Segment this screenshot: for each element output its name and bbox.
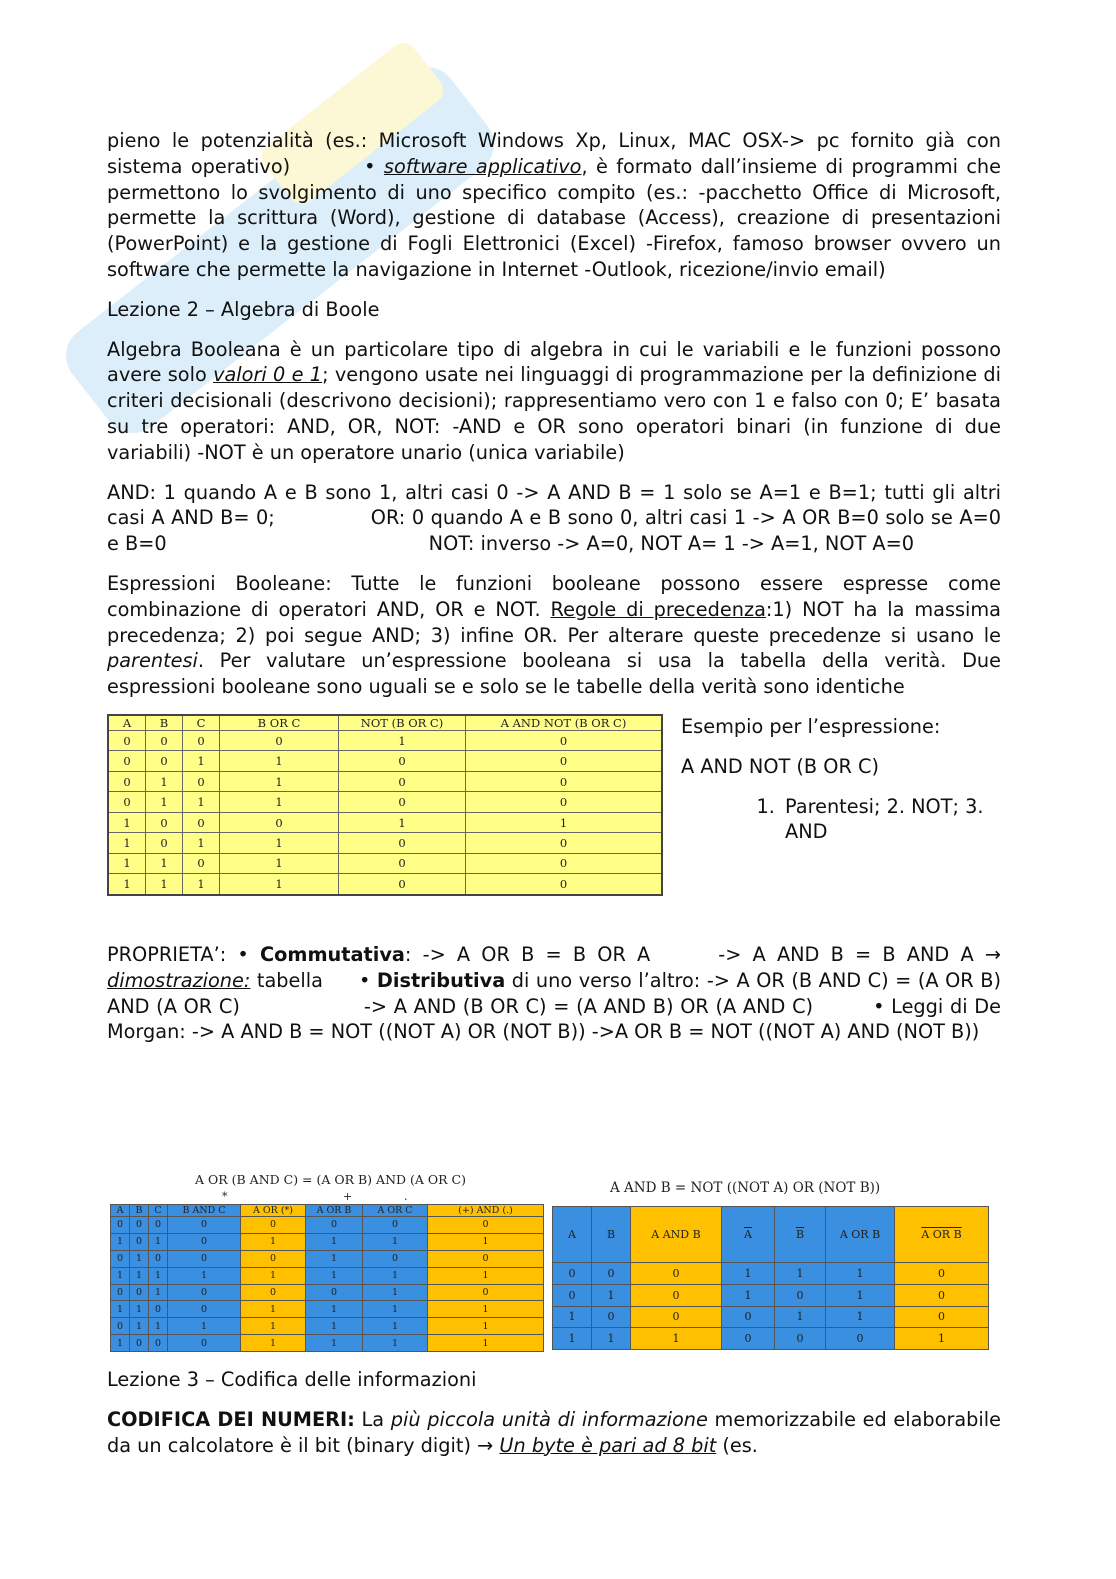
- table-cell: 0: [306, 1217, 363, 1234]
- header-cell: A OR B: [826, 1207, 895, 1263]
- table-cell: 1: [363, 1284, 428, 1301]
- header-cell: A: [108, 715, 146, 731]
- table-cell: 1: [592, 1328, 631, 1350]
- header-cell: A: [553, 1207, 592, 1263]
- table-cell: 1: [363, 1267, 428, 1284]
- header-cell: A OR (*): [241, 1205, 306, 1217]
- table-cell: 0: [146, 751, 183, 771]
- props-text: PROPRIETA’: •: [107, 942, 260, 966]
- table-cell: 0: [466, 853, 663, 873]
- table-cell: 1: [168, 1267, 241, 1284]
- properties-paragraph: [107, 942, 1001, 1045]
- table-row: [553, 1328, 989, 1350]
- table-cell: 0: [168, 1301, 241, 1318]
- table-cell: 1: [428, 1318, 544, 1335]
- table-cell: 0: [149, 1335, 168, 1352]
- props-text-2: : -> A OR B = B OR A: [404, 942, 651, 966]
- table-cell: 0: [130, 1284, 149, 1301]
- distributive-table: [110, 1204, 544, 1352]
- table-cell: 0: [241, 1284, 306, 1301]
- commutativa-term: Commutativa: [259, 942, 405, 966]
- table-cell: 1: [108, 853, 146, 873]
- table-cell: 1: [775, 1263, 826, 1285]
- table-cell: 0: [339, 853, 466, 873]
- table-cell: 1: [108, 874, 146, 895]
- table-cell: 1: [130, 1301, 149, 1318]
- table-cell: 0: [130, 1335, 149, 1352]
- header-cell: $\overline{B}$: [775, 1207, 826, 1263]
- table-cell: 1: [130, 1318, 149, 1335]
- table-cell: 1: [183, 874, 220, 895]
- intro-text-2: , è formato dall’insieme di programmi che permettono lo svolgimento di uno specifico compito (es.: -pacchetto Office di Microsoft, permette la scrittura (Word), gestione di database (Access), creazione di presentazioni (PowerPoint) e la gestione di Fogli Elettronici (Excel) -Firefox, famoso browser ovvero un software che permette la navigazione in Internet -Outlook, ricezione/invio email): [107, 154, 1001, 281]
- table-cell: 0: [428, 1217, 544, 1234]
- header-cell: C: [183, 715, 220, 731]
- table-cell: 0: [130, 1217, 149, 1234]
- table-cell: 0: [168, 1217, 241, 1234]
- bullet: •: [358, 968, 377, 992]
- header-cell: (+) AND (.): [428, 1205, 544, 1217]
- table-cell: 1: [306, 1233, 363, 1250]
- mark-star: *: [222, 1190, 228, 1203]
- table-cell: 0: [592, 1263, 631, 1285]
- table-cell: 1: [220, 771, 339, 791]
- header-cell: $\overline{A}$: [722, 1207, 775, 1263]
- table-row: [111, 1267, 544, 1284]
- table-cell: 0: [183, 853, 220, 873]
- byte-term: Un byte è pari ad 8 bit: [499, 1433, 717, 1457]
- table-cell: 0: [168, 1233, 241, 1250]
- table-row: [108, 812, 662, 832]
- table-cell: 0: [183, 771, 220, 791]
- truth-table-section: [107, 714, 1001, 896]
- demorgan-table: [552, 1206, 989, 1350]
- table-cell: 0: [339, 833, 466, 853]
- table-cell: 1: [183, 751, 220, 771]
- table-cell: 1: [220, 833, 339, 853]
- steps-list: [681, 794, 1001, 846]
- header-cell: A OR C: [363, 1205, 428, 1217]
- header-cell: A AND NOT (B OR C): [466, 715, 663, 731]
- table-cell: 1: [592, 1284, 631, 1306]
- distributive-table-body: [111, 1217, 544, 1352]
- dist-caption: A OR (B AND C) = (A OR B) AND (A OR C): [195, 1172, 466, 1187]
- table-cell: 1: [339, 812, 466, 832]
- table-cell: 0: [466, 751, 663, 771]
- table-cell: 1: [306, 1301, 363, 1318]
- table-row: [108, 853, 662, 873]
- table-row: [108, 833, 662, 853]
- table-row: [553, 1284, 989, 1306]
- table-cell: 0: [363, 1217, 428, 1234]
- table-cell: 0: [631, 1263, 722, 1285]
- table-row: [111, 1301, 544, 1318]
- dimostrazione-term: dimostrazione:: [107, 968, 251, 992]
- header-cell: C: [149, 1205, 168, 1217]
- demorgan-caption: A AND B = NOT ((NOT A) OR (NOT B)): [610, 1180, 881, 1196]
- table-cell: 0: [146, 812, 183, 832]
- table-cell: 0: [108, 771, 146, 791]
- table-cell: 0: [466, 792, 663, 812]
- table-cell: 0: [895, 1306, 989, 1328]
- not-text: NOT: inverso -> A=0, NOT A= 1 -> A=1, NOT A=0: [428, 532, 915, 556]
- table-cell: 0: [466, 833, 663, 853]
- props-text-3: -> A AND B = B AND A →: [718, 942, 1002, 966]
- table-header-row: [111, 1205, 544, 1217]
- table-row: [111, 1318, 544, 1335]
- table-cell: 1: [130, 1267, 149, 1284]
- table-cell: 0: [826, 1328, 895, 1350]
- table-cell: 0: [108, 730, 146, 750]
- regole-term: Regole di precedenza: [550, 597, 766, 621]
- table-row: [108, 730, 662, 750]
- table-cell: 0: [168, 1250, 241, 1267]
- header-cell: A: [111, 1205, 130, 1217]
- table-cell: 0: [108, 751, 146, 771]
- example-box: [681, 714, 1001, 896]
- table-cell: 0: [241, 1217, 306, 1234]
- table-cell: 1: [111, 1233, 130, 1250]
- boole-text: Algebra Booleana è un particolare tipo di algebra in cui le variabili e le funzioni possono avere solo: [107, 337, 1001, 387]
- table-cell: 1: [111, 1267, 130, 1284]
- table-cell: 1: [149, 1267, 168, 1284]
- table-cell: 1: [168, 1318, 241, 1335]
- table-row: [108, 771, 662, 791]
- table-cell: 0: [592, 1306, 631, 1328]
- table-cell: 0: [553, 1263, 592, 1285]
- table-cell: 0: [722, 1328, 775, 1350]
- table-cell: 1: [108, 812, 146, 832]
- table-cell: 1: [363, 1318, 428, 1335]
- table-cell: 0: [146, 833, 183, 853]
- table-cell: 0: [241, 1250, 306, 1267]
- table-cell: 0: [553, 1284, 592, 1306]
- table-cell: 0: [149, 1250, 168, 1267]
- example-line-1: Esempio per l’espressione:: [681, 714, 941, 738]
- header-cell: B AND C: [168, 1205, 241, 1217]
- table-cell: 0: [183, 812, 220, 832]
- header-cell: B: [130, 1205, 149, 1217]
- table-row: [108, 792, 662, 812]
- table-cell: 1: [146, 792, 183, 812]
- table-row: [111, 1250, 544, 1267]
- truth-table: [107, 714, 663, 896]
- header-cell: B: [592, 1207, 631, 1263]
- codifica-heading: CODIFICA DEI NUMERI:: [107, 1407, 355, 1431]
- table-cell: 1: [428, 1267, 544, 1284]
- table-cell: 1: [826, 1263, 895, 1285]
- lesson-3-title: Lezione 3 – Codifica delle informazioni: [107, 1368, 477, 1391]
- table-row: [111, 1284, 544, 1301]
- table-cell: 0: [168, 1284, 241, 1301]
- table-cell: 0: [466, 874, 663, 895]
- table-cell: 1: [722, 1284, 775, 1306]
- table-cell: 0: [895, 1263, 989, 1285]
- example-expression: A AND NOT (B OR C): [681, 754, 879, 778]
- table-cell: 0: [631, 1284, 722, 1306]
- header-cell: NOT (B OR C): [339, 715, 466, 731]
- expressions-paragraph: [107, 571, 1001, 700]
- table-cell: 1: [149, 1284, 168, 1301]
- and-text: AND: 1 quando A e B sono 1, altri casi 0 -> A AND B = 1 solo se A=1 e B=1; tutti gli altri casi A AND B= 0;: [107, 480, 1001, 530]
- table-cell: 1: [553, 1306, 592, 1328]
- table-cell: 1: [149, 1318, 168, 1335]
- table-cell: 1: [306, 1318, 363, 1335]
- props-text-4: tabella: [250, 968, 323, 992]
- truth-table-body: [108, 730, 662, 895]
- table-cell: 1: [130, 1250, 149, 1267]
- table-cell: 1: [306, 1250, 363, 1267]
- table-cell: 1: [241, 1233, 306, 1250]
- table-cell: 1: [722, 1263, 775, 1285]
- table-cell: 1: [428, 1335, 544, 1352]
- table-cell: 0: [108, 792, 146, 812]
- table-cell: 1: [111, 1301, 130, 1318]
- table-cell: 0: [111, 1284, 130, 1301]
- mark-dot: .: [404, 1190, 408, 1203]
- table-cell: 1: [220, 874, 339, 895]
- props-text-6: -> A AND (B OR C) = (A AND B) OR (A AND C): [363, 994, 814, 1018]
- table-cell: 0: [111, 1217, 130, 1234]
- operators-paragraph: [107, 480, 1001, 557]
- unita-term: più piccola unità di informazione: [390, 1407, 708, 1431]
- de-morgan-text: • Leggi di De Morgan: -> A AND B = NOT ((NOT A) OR (NOT B)) ->A OR B = NOT ((NOT A) AND (NOT B)): [107, 994, 1002, 1044]
- property-tables: [107, 1172, 997, 1354]
- table-cell: 1: [241, 1318, 306, 1335]
- table-cell: 0: [775, 1328, 826, 1350]
- header-cell: A OR B: [306, 1205, 363, 1217]
- table-cell: 0: [466, 771, 663, 791]
- codifica-text-2: memorizzabile ed elaborabile da un calcolatore è il bit (binary digit) →: [107, 1407, 1001, 1457]
- software-applicativo-term: software applicativo: [383, 154, 582, 178]
- table-row: [111, 1335, 544, 1352]
- table-cell: 0: [220, 730, 339, 750]
- table-cell: 0: [428, 1284, 544, 1301]
- demorgan-table-body: [553, 1263, 989, 1350]
- table-cell: 0: [149, 1301, 168, 1318]
- boole-text-2: ; vengono usate nei linguaggi di programmazione per la definizione di criteri decisionali (descrivono decisioni); rappresentiamo vero con 1 e falso con 0; E’ basata su tre operatori: AND, OR, NOT: -AND e OR sono operatori binari (in funzione di due variabili) -NOT è un operatore unario (unica variabile): [107, 363, 1001, 464]
- table-cell: 1: [826, 1284, 895, 1306]
- table-row: [111, 1217, 544, 1234]
- table-cell: 1: [241, 1267, 306, 1284]
- header-cell: B OR C: [220, 715, 339, 731]
- expr-text: Espressioni Booleane: Tutte le funzioni booleane possono essere espresse come combinazione di operatori AND, OR e NOT.: [107, 571, 1001, 621]
- table-cell: 1: [466, 812, 663, 832]
- table-cell: 1: [363, 1233, 428, 1250]
- table-cell: 0: [363, 1250, 428, 1267]
- distributiva-term: Distributiva: [376, 968, 506, 992]
- boole-paragraph: [107, 337, 1001, 466]
- table-cell: 1: [220, 853, 339, 873]
- table-row: [553, 1306, 989, 1328]
- table-cell: 1: [895, 1328, 989, 1350]
- table-cell: 1: [146, 771, 183, 791]
- table-cell: 1: [146, 853, 183, 873]
- table-cell: 1: [149, 1233, 168, 1250]
- table-cell: 1: [220, 792, 339, 812]
- table-cell: 1: [363, 1335, 428, 1352]
- steps-item: 1. Parentesi; 2. NOT; 3. AND: [781, 794, 1001, 846]
- table-cell: 1: [241, 1301, 306, 1318]
- table-cell: 0: [895, 1284, 989, 1306]
- table-cell: 0: [111, 1250, 130, 1267]
- table-cell: 1: [363, 1301, 428, 1318]
- table-cell: 1: [553, 1328, 592, 1350]
- expr-text-2: :1) NOT ha la massima precedenza; 2) poi segue AND; 3) infine OR. Per alterare queste precedenze si usano le: [107, 597, 1001, 647]
- table-cell: 0: [306, 1284, 363, 1301]
- table-cell: 0: [339, 771, 466, 791]
- table-header-row: [108, 715, 662, 731]
- header-cell: A OR B: [895, 1207, 989, 1263]
- table-cell: 0: [466, 730, 663, 750]
- table-cell: 1: [146, 874, 183, 895]
- table-cell: 1: [339, 730, 466, 750]
- table-cell: 0: [722, 1306, 775, 1328]
- props-text-5: di uno verso l’altro: -> A OR (B AND C) = (A OR B) AND (A OR C): [107, 968, 1001, 1018]
- table-cell: 0: [428, 1250, 544, 1267]
- table-cell: 0: [775, 1284, 826, 1306]
- table-row: [553, 1263, 989, 1285]
- table-cell: 1: [108, 833, 146, 853]
- expr-text-3: . Per valutare un’espressione booleana si usa la tabella della verità. Due espressioni booleane sono uguali se e solo se le tabelle della verità sono identiche: [107, 649, 1001, 699]
- table-header-row: [553, 1207, 989, 1263]
- lesson-2-title: Lezione 2 – Algebra di Boole: [107, 297, 380, 321]
- table-cell: 1: [183, 833, 220, 853]
- table-cell: 0: [183, 730, 220, 750]
- valori-term: valori 0 e 1: [213, 363, 323, 387]
- table-cell: 1: [241, 1335, 306, 1352]
- or-text: OR: 0 quando A e B sono 0, altri casi 1 -> A OR B=0 solo se A=0 e B=0: [107, 506, 1001, 556]
- header-cell: B: [146, 715, 183, 731]
- table-cell: 0: [146, 730, 183, 750]
- codifica-text-3: (es.: [716, 1433, 758, 1457]
- table-cell: 0: [149, 1217, 168, 1234]
- table-cell: 0: [631, 1306, 722, 1328]
- table-row: [108, 874, 662, 895]
- lesson-3-block: [107, 1367, 1001, 1472]
- header-cell: A AND B: [631, 1207, 722, 1263]
- mark-plus: +: [343, 1190, 353, 1203]
- table-cell: 0: [220, 812, 339, 832]
- codifica-paragraph: [107, 1407, 1001, 1459]
- intro-paragraph: [107, 128, 1001, 283]
- intro-text: pieno le potenzialità (es.: Microsoft Windows Xp, Linux, MAC OSX-> pc fornito già con sistema operativo): [107, 129, 1001, 178]
- table-cell: 0: [111, 1318, 130, 1335]
- table-row: [111, 1233, 544, 1250]
- table-cell: 0: [339, 874, 466, 895]
- table-cell: 1: [183, 792, 220, 812]
- table-cell: 0: [130, 1233, 149, 1250]
- bullet: •: [364, 154, 384, 178]
- table-cell: 0: [168, 1335, 241, 1352]
- table-cell: 1: [775, 1306, 826, 1328]
- table-cell: 1: [631, 1328, 722, 1350]
- table-cell: 1: [428, 1301, 544, 1318]
- table-cell: 1: [428, 1233, 544, 1250]
- table-cell: 1: [306, 1335, 363, 1352]
- table-cell: 0: [339, 751, 466, 771]
- parentesi-term: parentesi: [107, 649, 198, 673]
- table-cell: 1: [111, 1335, 130, 1352]
- table-cell: 0: [339, 792, 466, 812]
- table-cell: 1: [826, 1306, 895, 1328]
- document-page: [107, 128, 1001, 1059]
- codifica-text: La: [354, 1407, 391, 1431]
- table-cell: 1: [306, 1267, 363, 1284]
- table-row: [108, 751, 662, 771]
- table-cell: 1: [220, 751, 339, 771]
